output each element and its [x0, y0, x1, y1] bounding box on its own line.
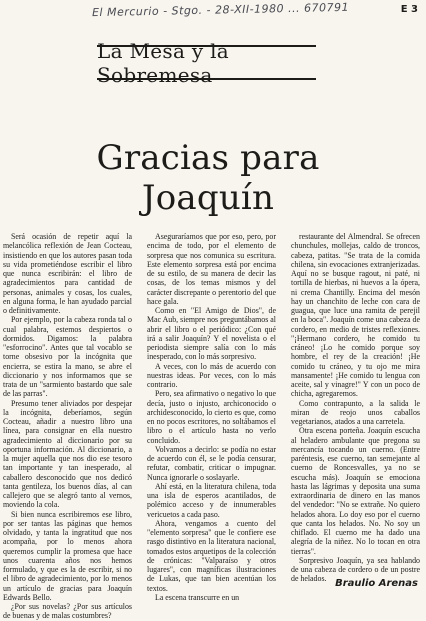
paragraph: ¿Por sus novelas? ¿Por sus artículos de buenas y de malas costumbres? [3, 602, 132, 621]
paragraph: Si bien nunca escribiremos ese libro, por ser tantas las páginas que hemos olvidado, y tanta la ingratitud que nos acompaña, por lo menos ahora queremos cumplir la promesa que hace unos cuarenta años nos hemos formulado, y que es la de escribir, si no el libro de agradecimiento, por lo menos un artículo de gracias para Joaquín Edwards Bello. [3, 509, 132, 602]
paragraph: Volvamos a decirlo: se podía no estar de acuerdo con él, se le podía censurar, refutar, combatir, criticar o impugnar. Nunca ignorarle o soslayarle. [147, 444, 276, 482]
paragraph: Ahí está, en la literatura chilena, toda una isla de esperos acantilados, de polémico acceso y de innumerables vericuetos a cada paso. [147, 481, 276, 519]
author-byline: Braulio Arenas [335, 578, 418, 589]
paragraph: Ahora, vengamos a cuento del "elemento sorpresa" que le confiere ese rasgo distintivo en la literatura nacional, tomados estos arquetipos de la colección de crónicas: "Valparaíso y otros lugares", con magníficas ilustraciones de Lukas, que tan bien acentúan los textos. [147, 518, 276, 593]
page-number: E 3 [400, 4, 418, 15]
section-header: La Mesa y la Sobremesa [97, 45, 316, 80]
paragraph: A veces, con lo más de acuerdo con nuestras ideas. Por veces, con lo más contrario. [147, 361, 276, 389]
article-column-1 [3, 232, 132, 621]
paragraph: La escena transcurre en un [155, 592, 240, 602]
paragraph: Presumo tener aliviados por despejar la incógnita, deberíamos, según Cocteau, añadir a nuestro libro una línea, para consignar en ella nuestro agradecimiento al diccionario por su oportuna información. Al diccionario, a la mujer aquella que nos dio ese tesoro tan importante y tan inesperado, al caballero desconocido que nos dedicó tanta gentileza, los buenos días, al can callejero que se alegró tanto al vernos, moviendo la cola. [3, 398, 132, 510]
paragraph: Otra escena porteña. Joaquín escucha al heladero ambulante que pregona su mercancía tocando un cuerno. (Entre paréntesis, ese cuerno, tan semejante al cuerno de Roncesvalles, ya no se escucha más). Joaquín se emociona hasta las lágrimas y deposita una suma extraordinaria de dinero en las manos del vendedor: "No se extrañe. No quiero helados ahora. Lo doy eso por el cuerno que canta los helados. No. No soy un chiflado. El cuerno me ha dado una alegría de la niñez. No lo tocan en otra tierras". [291, 426, 420, 556]
headline: Gracias para Joaquín [96, 138, 320, 218]
paragraph: Como en "El Amigo de Dios", de Mac Aub, siempre nos preguntábamos al abrir el libro o el periódico: ¿Con qué irá a salir Joaquín? Y el novelista o el periodista siempre salía con lo más inesperado, con lo más sorpresivo. [147, 306, 276, 362]
paragraph: Por ejemplo, por la cabeza ronda tal o cual palabra, estemos despiertos o dormidos. Digamos: la palabra "esforrocino". Antes que tal vocablo se torne obsesivo por la incógnita que encierra, se estira la mano, se abre el diccionario y nos informamos que se trata de un "sarmiento bastardo que sale de las parras". [3, 315, 132, 399]
article-column-2 [147, 232, 276, 602]
paragraph: Será ocasión de repetir aquí la melancólica reflexión de Jean Cocteau, insistiendo en que los autores pasan toda su vida prometiéndose escribir el libro que nunca escribirán: el libro de agradecimientos para cantidad de personas, animales y cosas, los cuales, en alguna forma, le han ayudado parcial o definitivamente. [3, 232, 132, 315]
paragraph: Pero, sea afirmativo o negativo lo que decía, justo o injusto, archiconocido o archidesconocido, lo cierto es que, como en no pocos escritores, no soltábamos el libro o el artículo hasta no verlo concluido. [147, 389, 276, 445]
paragraph: restaurante del Almendral. Se ofrecen chunchules, mollejas, caldo de troncos, cabeza, patitas. "Se trata de la comida chilena, sin evocaciones extranjerizadas. Aquí no se busque ragout, ni paté, ni tortilla de hierbas, ni huevos a la ópera, ni crema Chantilly. Encima del mesón hay un chanchito de leche con cara de guagua, que luce una ramita de perejil en la boca". Joaquín come una cabeza de cordero, en medio de tristes reflexiones. "¡Hermano cordero, he comido tu cráneo! ¡Lo he comido porque soy hombre, el rey de la creación! ¡He comido tu cráneo, y tu ojo me mira mansamente! ¡He comido tu lengua con aceite, sal y vinagre!" Y con un poco de chicha, agregaremos. [291, 232, 420, 399]
paragraph: Sorpresivo Joaquín, ya sea hablando de una cabeza de cordero o de un postre de helados. [291, 555, 420, 584]
paragraph: Aseguraríamos que por eso, pero, por encima de todo, por el elemento de sorpresa que nos comunica su escritura. Este elemento sorpresa está por encima de su estilo, de su manera de decir las cosas, de los temas mismos y del carácter discrepante o perentorio del que hace gala. [147, 232, 276, 306]
handwritten-annotation: El Mercurio - Stgo. - 28-XII-1980 ... 670791 [91, 0, 350, 20]
paragraph: Como contrapunto, a la salida le miran de reojo unos caballos vegetarianos, atados a una carretela. [291, 398, 420, 426]
